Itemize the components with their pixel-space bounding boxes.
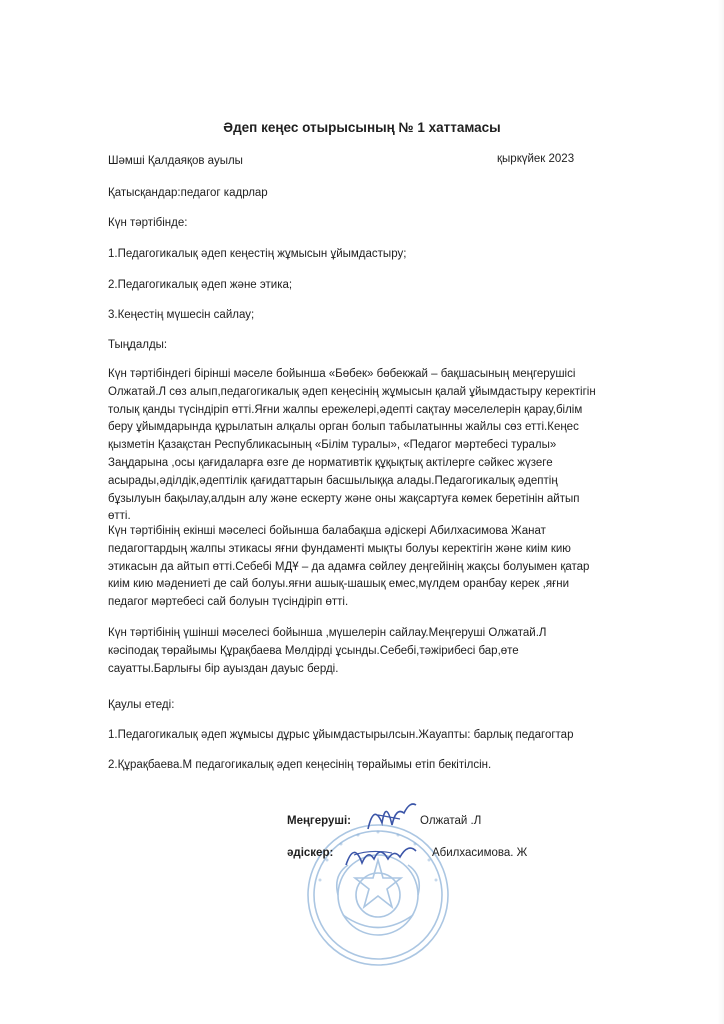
page-title: Әдеп кеңес отырысының № 1 хаттамасы xyxy=(223,120,501,135)
agenda-item: 1.Педагогикалық әдеп кеңестің жұмысын ұйымдастыру; xyxy=(108,248,407,260)
resolution-item: 1.Педагогикалық әдеп жұмысы дұрыс ұйымдастырылсын.Жауапты: барлық педагогтар xyxy=(108,729,574,741)
signature-name-methodist: Абилхасимова. Ж xyxy=(432,847,528,859)
resolution-item: 2.Құрақбаева.М педагогикалық әдеп кеңесінің төрайымы етіп бекітілсін. xyxy=(108,759,492,771)
date-text: қыркүйек 2023 xyxy=(497,153,575,165)
handwritten-signature-icon xyxy=(340,835,420,875)
signature-role-head: Меңгеруші: xyxy=(287,815,351,827)
paragraph-first-issue: Күн тәртібіндегі бірінші мәселе бойынша «Бөбек» бөбекжай – бақшасының меңгерушісі Олжатай.Л сөз алып,педагогикалық әдеп кеңесінің жұмысын қалай ұйымдастыру керектігін толық қанды түсіндіріп өтті.Яғни жалпы ережелері,әдепті сақтау мәселелерін қарау,білім беру ұйымдарында құрылатын алқалы орган болып табылатынны жайлы сөз етті.Кеңес қызметін Қазақстан Республикасының «Білім туралы», «Педагог мәртебесі туралы» Заңдарына ,осы қағидаларға өзге де нормативтік құқықтық актілерге сәйкес жүзеге асырады,әділдік,әдептілік қағидаттарын басшылыққа алады.Педагогикалық әдептің бұзылуын бақылау,алдын алу және ескерту және оны жақсартуға көмек беретінін айтып өтті. xyxy=(108,368,596,523)
agenda-item: 2.Педагогикалық әдеп және этика; xyxy=(108,279,293,291)
signature-role-methodist: әдіскер: xyxy=(287,847,334,859)
paragraph-second-issue: Күн тәртібінің екінші мәселесі бойынша балабақша әдіскері Абилхасимова Жанат педагогтардың жалпы этикасы яғни фундаменті мықты болуы керектігін және киім кию этикасын да айтып өтті.Себебі МДҰ – да адамға сөйлеу деңгейінің жақсы болуымен қатар киім кию мәдениеті де сай болуы.яғни ашық-шашық емес,мүлдем оранбау керек ,яғни педагог мәртебесі сай болуын түсіндіріп өтті. xyxy=(108,525,590,609)
signature-name-head: Олжатай .Л xyxy=(420,815,482,827)
agenda-item: 3.Кеңестің мүшесін сайлау; xyxy=(108,309,255,321)
paragraph-third-issue: Күн тәртібінің үшінші мәселесі бойынша ,мүшелерін сайлау.Меңгеруші Олжатай.Л кәсіподақ төрайымы Құрақбаева Мөлдірді ұсынды.Себебі,тәжірибесі бар,өте сауатты.Барлығы бір ауыздан дауыс берді. xyxy=(108,627,547,675)
attendees-text: Қатысқандар:педагог кадрлар xyxy=(108,187,268,199)
handwritten-signature-icon xyxy=(360,795,420,835)
location-text: Шәмші Қалдаяқов ауылы xyxy=(108,155,243,167)
scan-edge-shadow xyxy=(718,0,724,1024)
listened-heading: Тыңдалды: xyxy=(108,339,168,351)
agenda-heading: Күн тәртібінде: xyxy=(108,217,188,229)
resolved-heading: Қаулы етеді: xyxy=(108,699,175,711)
